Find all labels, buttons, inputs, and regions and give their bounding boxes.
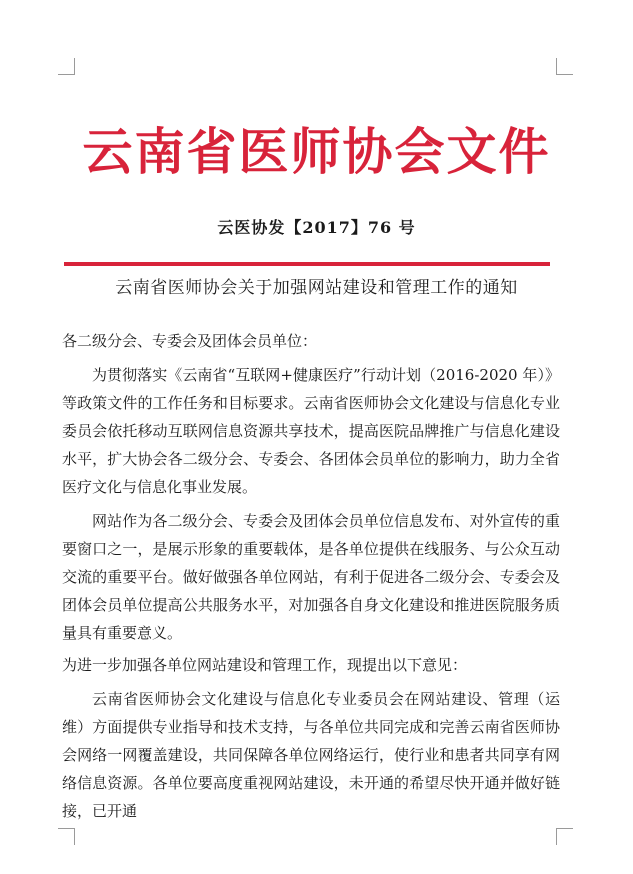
- crop-mark-bottom-right: [556, 828, 573, 845]
- body-paragraph: 为贯彻落实《云南省“互联网+健康医疗”行动计划（2016-2020 年）》等政策文件的工作任务和目标要求。云南省医师协会文化建设与信息化专业委员会依托移动互联网信息资源共享技术，提高医院品牌推广与信息化建设水平，扩大协会各二级分会、专委会、各团体会员单位的影响力，助力全省医疗文化与信息化事业发展。: [62, 366, 560, 496]
- body-paragraph-final: 云南省医师协会文化建设与信息化专业委员会在网站建设、管理（运维）方面提供专业指导和技术支持，与各单位共同完成和完善云南省医师协会网络一网覆盖建设，共同保障各单位网络运行，使行业和患者共同享有网络信息资源。各单位要高度重视网站建设，未开通的希望尽快开通并做好链接，已开通: [62, 690, 560, 820]
- red-separator-rule: [64, 262, 550, 266]
- lead-in-line: 为进一步加强各单位网站建设和管理工作，现提出以下意见：: [62, 656, 468, 674]
- notice-subject: 云南省医师协会关于加强网站建设和管理工作的通知: [115, 278, 518, 298]
- body-paragraph: 网站作为各二级分会、专委会及团体会员单位信息发布、对外宣传的重要窗口之一，是展示形象的重要载体，是各单位提供在线服务、与公众互动交流的重要平台。做好做强各单位网站，有利于促进各二级分会、专委会及团体会员单位提高公共服务水平，对加强各自身文化建设和推进医院服务质量具有重要意义。: [62, 512, 560, 642]
- crop-mark-bottom-left: [58, 828, 75, 845]
- document-body: [62, 327, 560, 825]
- document-number: 云医协发【2017】76 号: [217, 218, 416, 237]
- salutation: 各二级分会、专委会及团体会员单位：: [62, 332, 318, 350]
- document-title: 云南省医师协会文件: [82, 122, 551, 181]
- crop-mark-top-right: [556, 58, 573, 75]
- crop-mark-top-left: [58, 58, 75, 75]
